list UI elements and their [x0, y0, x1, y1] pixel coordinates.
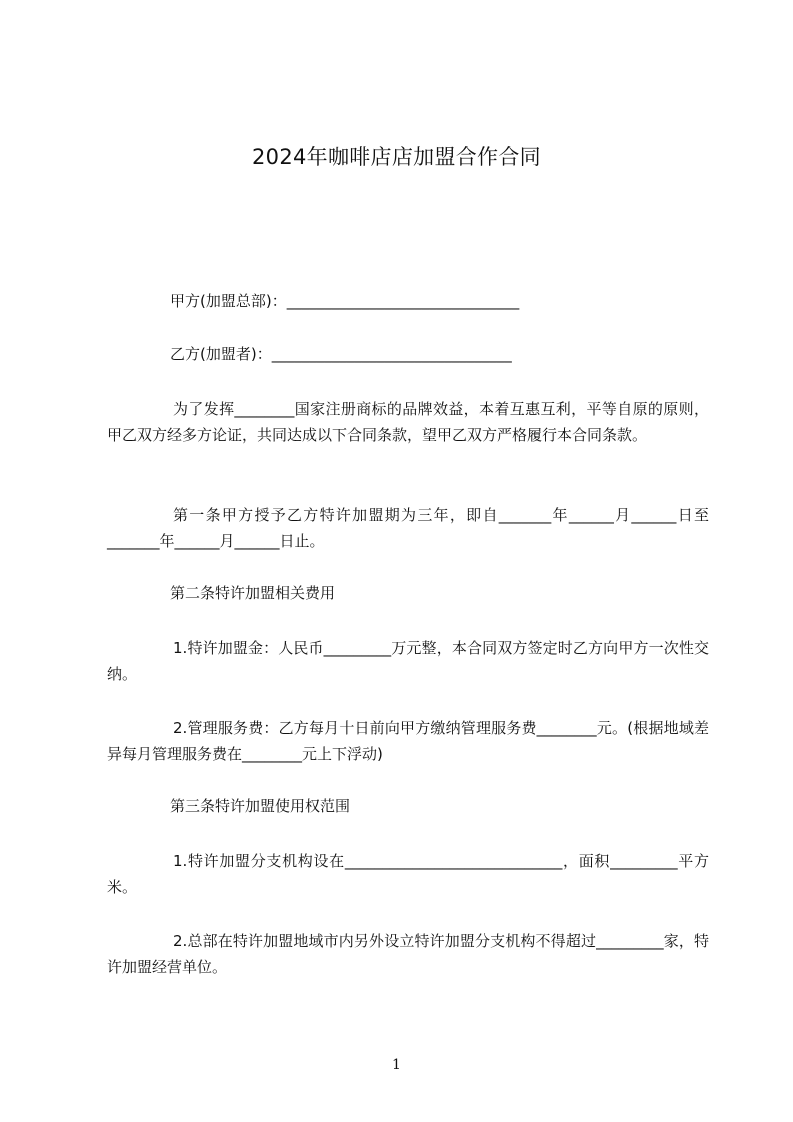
article-1-paragraph: 第一条甲方授予乙方特许加盟期为三年，即自_______年______月______日至_______年______月______日止。	[107, 506, 709, 550]
article-2-item-2: 2.管理服务费：乙方每月十日前向甲方缴纳管理服务费________元。(根据地域差异每月管理服务费在________元上下浮动)	[107, 719, 709, 763]
article-2-item-1: 1.特许加盟金：人民币_________万元整，本合同双方签定时乙方向甲方一次性交纳。	[107, 639, 709, 683]
article-3-heading: 第三条特许加盟使用权范围	[170, 797, 351, 815]
party-a-line: 甲方(加盟总部)：_______________________________	[170, 292, 520, 310]
article-3-item-1: 1.特许加盟分支机构设在_____________________________，面积_________平方米。	[107, 852, 709, 896]
page-number: 1	[392, 1057, 401, 1073]
article-3-item-2: 2.总部在特许加盟地域市内另外设立特许加盟分支机构不得超过_________家，特许加盟经营单位。	[107, 932, 709, 976]
preamble-paragraph: 为了发挥________国家注册商标的品牌效益，本着互惠互利，平等自原的原则，甲乙双方经多方论证，共同达成以下合同条款，望甲乙双方严格履行本合同条款。	[107, 400, 709, 444]
party-b-line: 乙方(加盟者)：________________________________	[170, 345, 512, 363]
document-title: 2024年咖啡店店加盟合作合同	[252, 145, 541, 169]
article-2-heading: 第二条特许加盟相关费用	[170, 584, 336, 602]
